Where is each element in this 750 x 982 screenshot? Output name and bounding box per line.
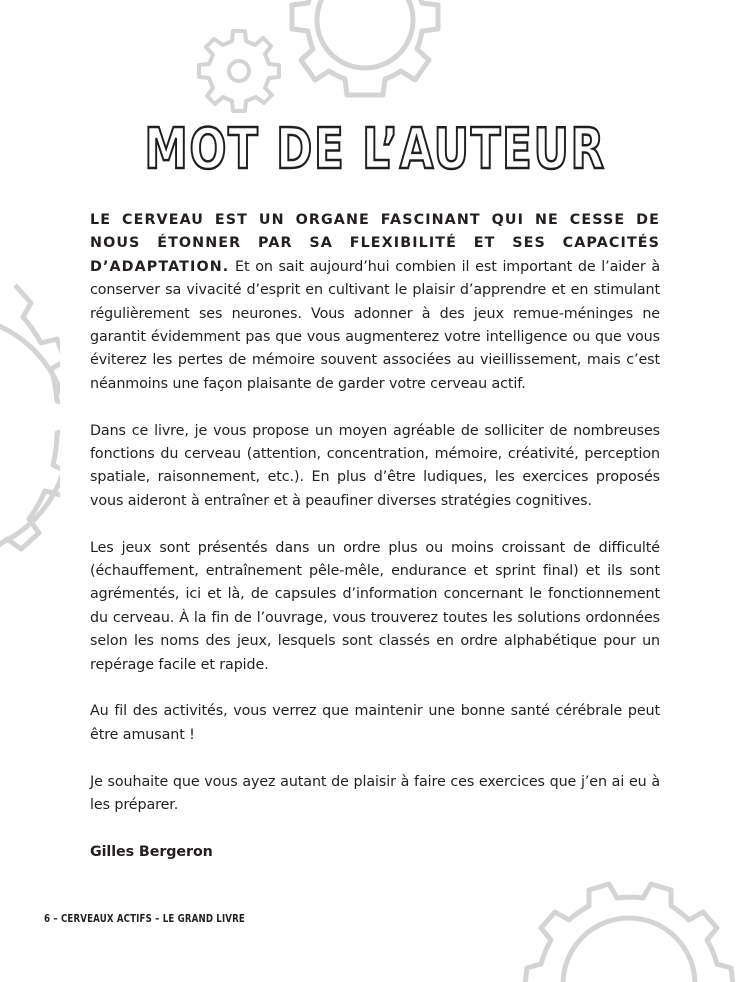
page-footer: 6 – CERVEAUX ACTIFS – LE GRAND LIVRE: [44, 913, 245, 925]
article-body: [90, 209, 660, 888]
gear-icon: [196, 28, 282, 114]
intro-lead: LE CERVEAU EST UN ORGANE FASCINANT QUI NE CESSE DE NOUS ÉTONNER PAR SA FLEXIBILITÉ ET SES CAPACITÉS D’ADAPTATION.: [90, 212, 660, 275]
gear-icon: [0, 270, 60, 600]
body-paragraph: Au fil des activités, vous verrez que maintenir une bonne santé cérébrale peut être amusant !: [90, 703, 660, 743]
gear-icon: [270, 0, 460, 130]
author-signature: Gilles Bergeron: [90, 843, 213, 860]
page-title: MOT DE L’AUTEUR: [144, 117, 606, 182]
intro-rest: Et on sait aujourd’hui combien il est important de l’aider à conserver sa vivacité d’esprit en cultivant le plaisir d’apprendre et en stimulant régulièrement ses neurones. Vous adonner à des jeux remue-méninges ne garantit évidemment pas que vous augmenterez votre intelligence ou que vous éviterez les pertes de mémoire souvent associées au vieillissement, mais c’est néanmoins une façon plaisante de garder votre cerveau actif.: [90, 258, 660, 392]
intro-paragraph: [90, 209, 660, 396]
body-paragraph: Je souhaite que vous ayez autant de plaisir à faire ces exercices que j’en ai eu à les préparer.: [90, 773, 660, 814]
body-paragraph: Dans ce livre, je vous propose un moyen agréable de solliciter de nombreuses fonctions du cerveau (attention, concentration, mémoire, créativité, perception spatiale, raisonnement, etc.). En plus d’être ludiques, les exercices proposés vous aideront à entraîner et à peaufiner diverses stratégies cognitives.: [90, 422, 660, 509]
body-paragraph: Les jeux sont présentés dans un ordre plus ou moins croissant de difficulté (échauffement, entraînement pêle-mêle, endurance et sprint final) et ils sont agrémentés, ici et là, de capsules d’information concernant le fonctionnement du cerveau. À la fin de l’ouvrage, vous trouverez toutes les solutions ordonnées selon les noms des jeux, lesquels sont classés en ordre alphabétique pour un repérage facile et rapide.: [90, 539, 660, 673]
